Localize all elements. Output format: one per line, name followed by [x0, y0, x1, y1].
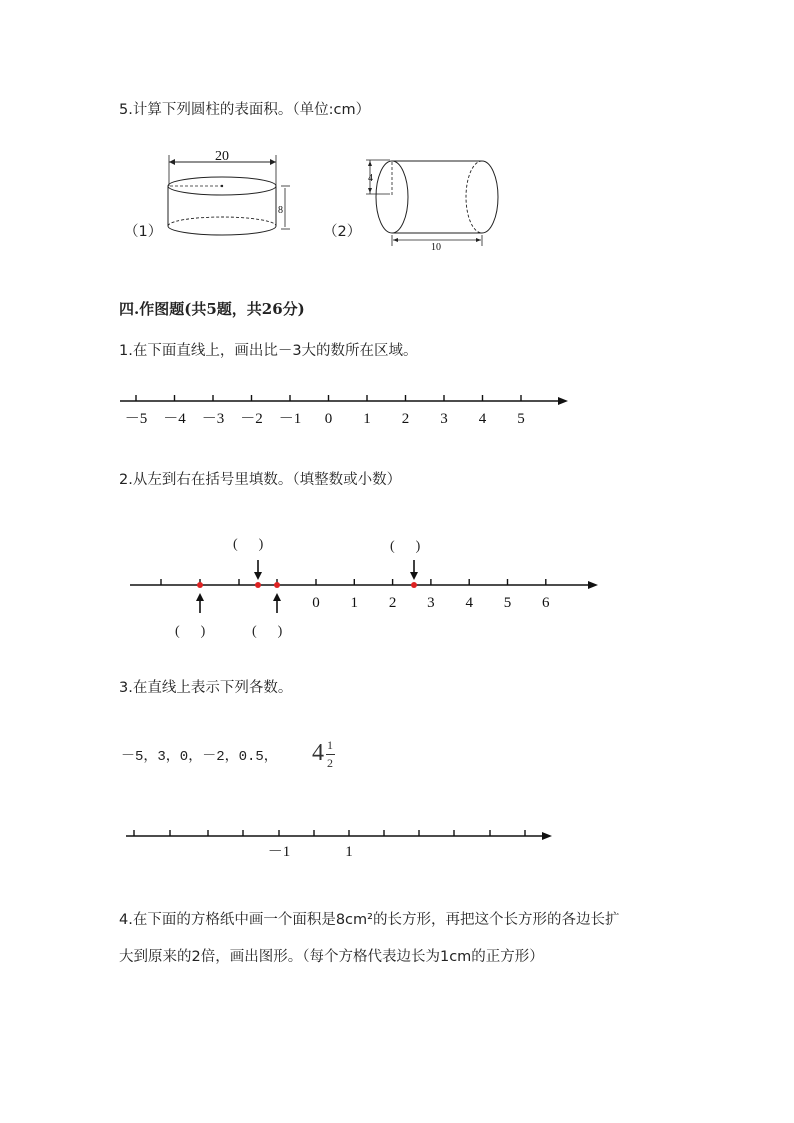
fig1-diameter: 20	[215, 150, 229, 164]
tick-label: －5	[124, 411, 148, 427]
number-line-1	[110, 385, 580, 435]
fig1-height: 8	[278, 205, 283, 216]
blank-above-1[interactable]: ( )	[233, 537, 264, 552]
tick-label: 2	[401, 411, 410, 427]
fig2-length: 10	[431, 242, 441, 252]
p4-line1: 4.在下面的方格纸中画一个面积是8cm²的长方形，再把这个长方形的各边长扩	[119, 912, 620, 928]
p3-numbers: －5，3，0，－2，0.5，	[121, 749, 278, 765]
tick-label: 1	[350, 595, 359, 611]
p1-title: 1.在下面直线上，画出比－3大的数所在区域。	[119, 343, 418, 359]
fraction-bar	[326, 754, 335, 755]
tick-label: －1	[267, 844, 291, 860]
tick-label: 6	[542, 595, 550, 611]
red-point-a	[197, 582, 203, 588]
up-arrow-icon	[273, 593, 281, 613]
tick-label: 5	[517, 411, 525, 427]
tick-label: 2	[388, 595, 397, 611]
fig1-label: （1）	[124, 224, 163, 240]
cylinder-figure-2	[360, 152, 510, 252]
down-arrow-icon	[410, 560, 418, 580]
mixed-number-denominator: 2	[327, 756, 333, 770]
mixed-number-whole: 4	[312, 740, 324, 766]
tick-label: －2	[240, 411, 263, 427]
red-point-d	[411, 582, 417, 588]
fig2-label: （2）	[323, 224, 362, 240]
blank-below-2[interactable]: ( )	[252, 624, 283, 639]
tick-label: 1	[345, 844, 353, 860]
tick-label: 0	[324, 411, 333, 427]
p3-title: 3.在直线上表示下列各数。	[119, 680, 293, 696]
blank-below-1[interactable]: ( )	[175, 624, 206, 639]
tick-label: 0	[312, 595, 320, 611]
blank-above-2[interactable]: ( )	[390, 539, 421, 554]
tick-label: 4	[465, 595, 473, 611]
up-arrow-icon	[196, 593, 204, 613]
mixed-number-numerator: 1	[327, 738, 333, 752]
tick-label: 1	[363, 411, 371, 427]
tick-label: 3	[440, 411, 448, 427]
red-point-b	[255, 582, 261, 588]
tick-label: 5	[503, 595, 512, 611]
tick-label: －1	[278, 411, 302, 427]
down-arrow-icon	[254, 560, 262, 580]
p2-title: 2.从左到右在括号里填数。（填整数或小数）	[119, 472, 402, 488]
number-line-2	[125, 555, 605, 615]
q5-title: 5.计算下列圆柱的表面积。（单位:cm）	[119, 102, 371, 118]
tick-label: －4	[163, 411, 186, 427]
section-title: 四.作图题(共5题，共26分)	[119, 300, 305, 318]
tick-label: －3	[201, 411, 225, 427]
p4-line2: 大到原来的2倍，画出图形。（每个方格代表边长为1cm的正方形）	[119, 949, 544, 965]
number-line-3	[120, 826, 560, 866]
cylinder-figure-1	[160, 150, 300, 250]
tick-label: 4	[478, 411, 487, 427]
fig2-diameter: 4	[368, 173, 373, 184]
tick-label: 3	[427, 595, 435, 611]
red-point-c	[274, 582, 280, 588]
